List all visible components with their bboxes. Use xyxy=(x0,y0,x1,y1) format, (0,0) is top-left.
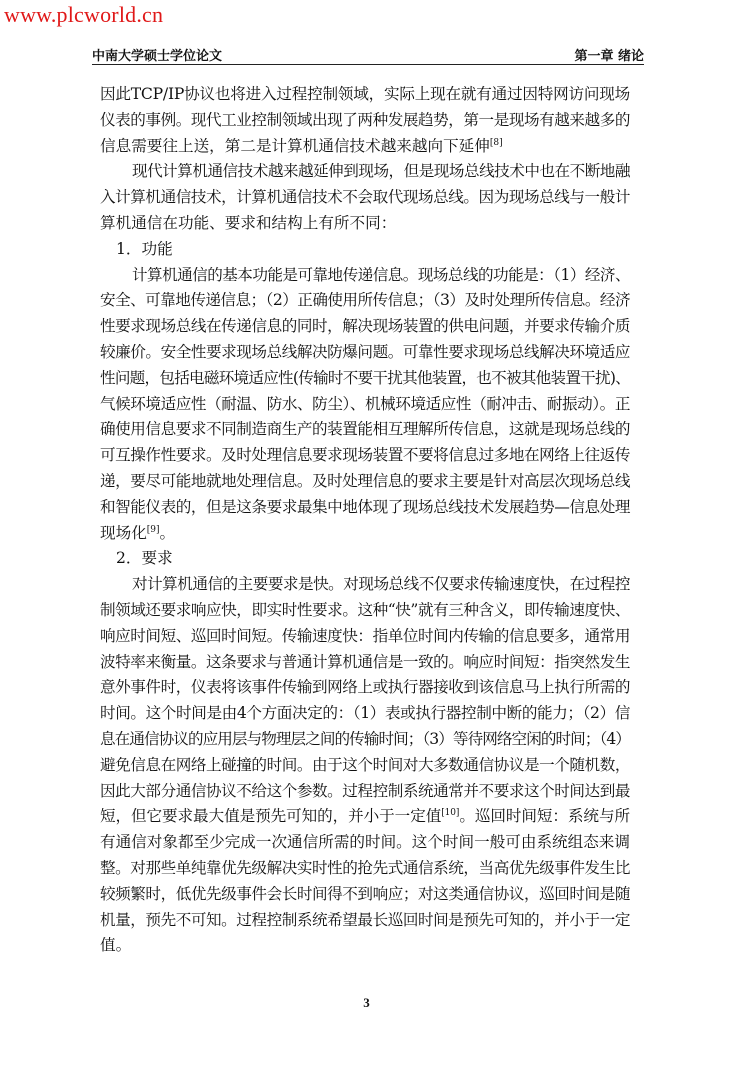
line-text: 较频繁时，低优先级事件会长时间得不到响应；对这类通信协议，巡回时间是随 xyxy=(100,884,630,903)
citation-marker: [9] xyxy=(146,524,160,535)
text-line xyxy=(100,572,630,598)
text-line xyxy=(100,211,630,237)
text-line xyxy=(100,856,630,882)
text-line xyxy=(100,830,630,856)
text-line xyxy=(100,675,630,701)
site-watermark: www.plcworld.cn xyxy=(4,2,164,27)
text-line xyxy=(100,366,630,392)
text-line xyxy=(100,779,630,805)
line-text: 现场化 xyxy=(100,523,147,542)
text-line xyxy=(100,134,630,160)
line-text: 避免信息在网络上碰撞的时间。由于这个时间对大多数通信协议是一个随机数， xyxy=(100,755,630,774)
line-text: 可互操作性要求。及时处理信息要求现场装置不要将信息过多地在网络上往返传 xyxy=(100,446,630,465)
line-text: 信息需要往上送，第二是计算机通信技术越来越向下延伸 xyxy=(100,136,490,155)
text-line xyxy=(100,882,630,908)
section-heading xyxy=(100,237,630,263)
line-text: 较廉价。安全性要求现场总线解决防爆问题。可靠性要求现场总线解决环境适应 xyxy=(100,342,630,361)
text-line xyxy=(100,159,630,185)
line-text: 对计算机通信的主要要求是快。对现场总线不仅要求传输速度快，在过程控 xyxy=(132,575,630,594)
line-text: 算机通信在功能、要求和结构上有所不同： xyxy=(100,213,397,232)
text-line xyxy=(100,624,630,650)
line-text: 机量，预先不可知。过程控制系统希望最长巡回时间是预先可知的，并小于一定 xyxy=(100,910,630,929)
page-number: 3 xyxy=(363,995,370,1010)
body-text xyxy=(100,82,630,959)
line-text: 响应时间短、巡回时间短。传输速度快：指单位时间内传输的信息要多，通常用 xyxy=(100,626,630,645)
line-text: 2．要求 xyxy=(116,549,173,568)
line-text: 仪表的事例。现代工业控制领域出现了两种发展趋势，第一是现场有越来越多的 xyxy=(100,110,630,129)
line-text: 性要求现场总线在传递信息的同时，解决现场装置的供电问题，并要求传输介质 xyxy=(100,317,630,336)
text-line xyxy=(100,340,630,366)
text-line xyxy=(100,392,630,418)
line-text: 整。对那些单纯靠优先级解决实时性的抢先式通信系统，当高优先级事件发生比 xyxy=(100,858,630,877)
text-line xyxy=(100,288,630,314)
text-line xyxy=(100,185,630,211)
section-heading xyxy=(100,546,630,572)
text-line xyxy=(100,701,630,727)
line-text: 意外事件时，仪表将该事件传输到网络上或执行器接收到该信息马上执行所需的 xyxy=(100,678,630,697)
line-text: 递，要尽可能地就地处理信息。及时处理信息的要求主要是针对高层次现场总线 xyxy=(100,471,630,490)
text-line xyxy=(100,108,630,134)
header-thesis-title: 中南大学硕士学位论文 xyxy=(92,49,223,64)
text-line xyxy=(100,443,630,469)
line-text: 制领域还要求响应快，即实时性要求。这种“快”就有三种含义，即传输速度快、 xyxy=(100,600,630,619)
header-chapter-title: 第一章 绪论 xyxy=(574,49,644,64)
line-text: 时间。这个时间是由4个方面决定的：（1）表或执行器控制中断的能力；（2）信 xyxy=(100,704,630,723)
text-line xyxy=(100,495,630,521)
text-line xyxy=(100,598,630,624)
line-text: 现代计算机通信技术越来越延伸到现场，但是现场总线技术中也在不断地融 xyxy=(132,162,630,181)
line-text: 确使用信息要求不同制造商生产的装置能相互理解所传信息，这就是现场总线的 xyxy=(100,420,630,439)
line-text: 和智能仪表的，但是这条要求最集中地体现了现场总线技术发展趋势—信息处理 xyxy=(100,497,630,516)
line-text: 值。 xyxy=(100,936,132,955)
text-line xyxy=(100,908,630,934)
text-line xyxy=(100,314,630,340)
running-header xyxy=(92,40,644,65)
text-line xyxy=(100,263,630,289)
line-text: 因此TCP/IP协议也将进入过程控制领域，实际上现在就有通过因特网访问现场 xyxy=(100,85,630,103)
line-text-tail: 。 xyxy=(159,523,176,542)
line-text-tail: 。巡回时间短：系统与所 xyxy=(459,807,630,826)
line-text: 安全、可靠地传递信息；（2）正确使用所传信息；（3）及时处理所传信息。经济 xyxy=(100,291,630,310)
line-text: 计算机通信的基本功能是可靠地传递信息。现场总线的功能是：（1）经济、 xyxy=(132,265,630,284)
text-line xyxy=(100,82,630,108)
line-text: 息在通信协议的应用层与物理层之间的传输时间；（3）等待网络空闲的时间；（4） xyxy=(100,729,630,748)
line-text: 波特率来衡量。这条要求与普通计算机通信是一致的。响应时间短：指突然发生 xyxy=(100,652,630,671)
text-line xyxy=(100,727,630,753)
line-text: 性问题，包括电磁环境适应性(传输时不要干扰其他装置，也不被其他装置干扰)、 xyxy=(100,368,630,387)
text-line xyxy=(100,417,630,443)
text-line xyxy=(100,753,630,779)
citation-marker: [8] xyxy=(489,137,503,148)
line-text: 有通信对象都至少完成一次通信所需的时间。这个时间一般可由系统组态来调 xyxy=(100,833,630,852)
line-text: 入计算机通信技术，计算机通信技术不会取代现场总线。因为现场总线与一般计 xyxy=(100,188,630,207)
text-line xyxy=(100,804,630,830)
line-text: 因此大部分通信协议不给这个参数。过程控制系统通常并不要求这个时间达到最 xyxy=(100,781,630,800)
text-line xyxy=(100,650,630,676)
text-line xyxy=(100,933,630,959)
line-text: 气候环境适应性（耐温、防水、防尘）、机械环境适应性（耐冲击、耐振动）。正 xyxy=(100,394,630,413)
text-line xyxy=(100,469,630,495)
line-text: 1．功能 xyxy=(116,239,173,258)
line-text: 短，但它要求最大值是预先可知的，并小于一定值 xyxy=(100,807,442,826)
text-line xyxy=(100,521,630,547)
citation-marker: [10] xyxy=(441,808,460,819)
